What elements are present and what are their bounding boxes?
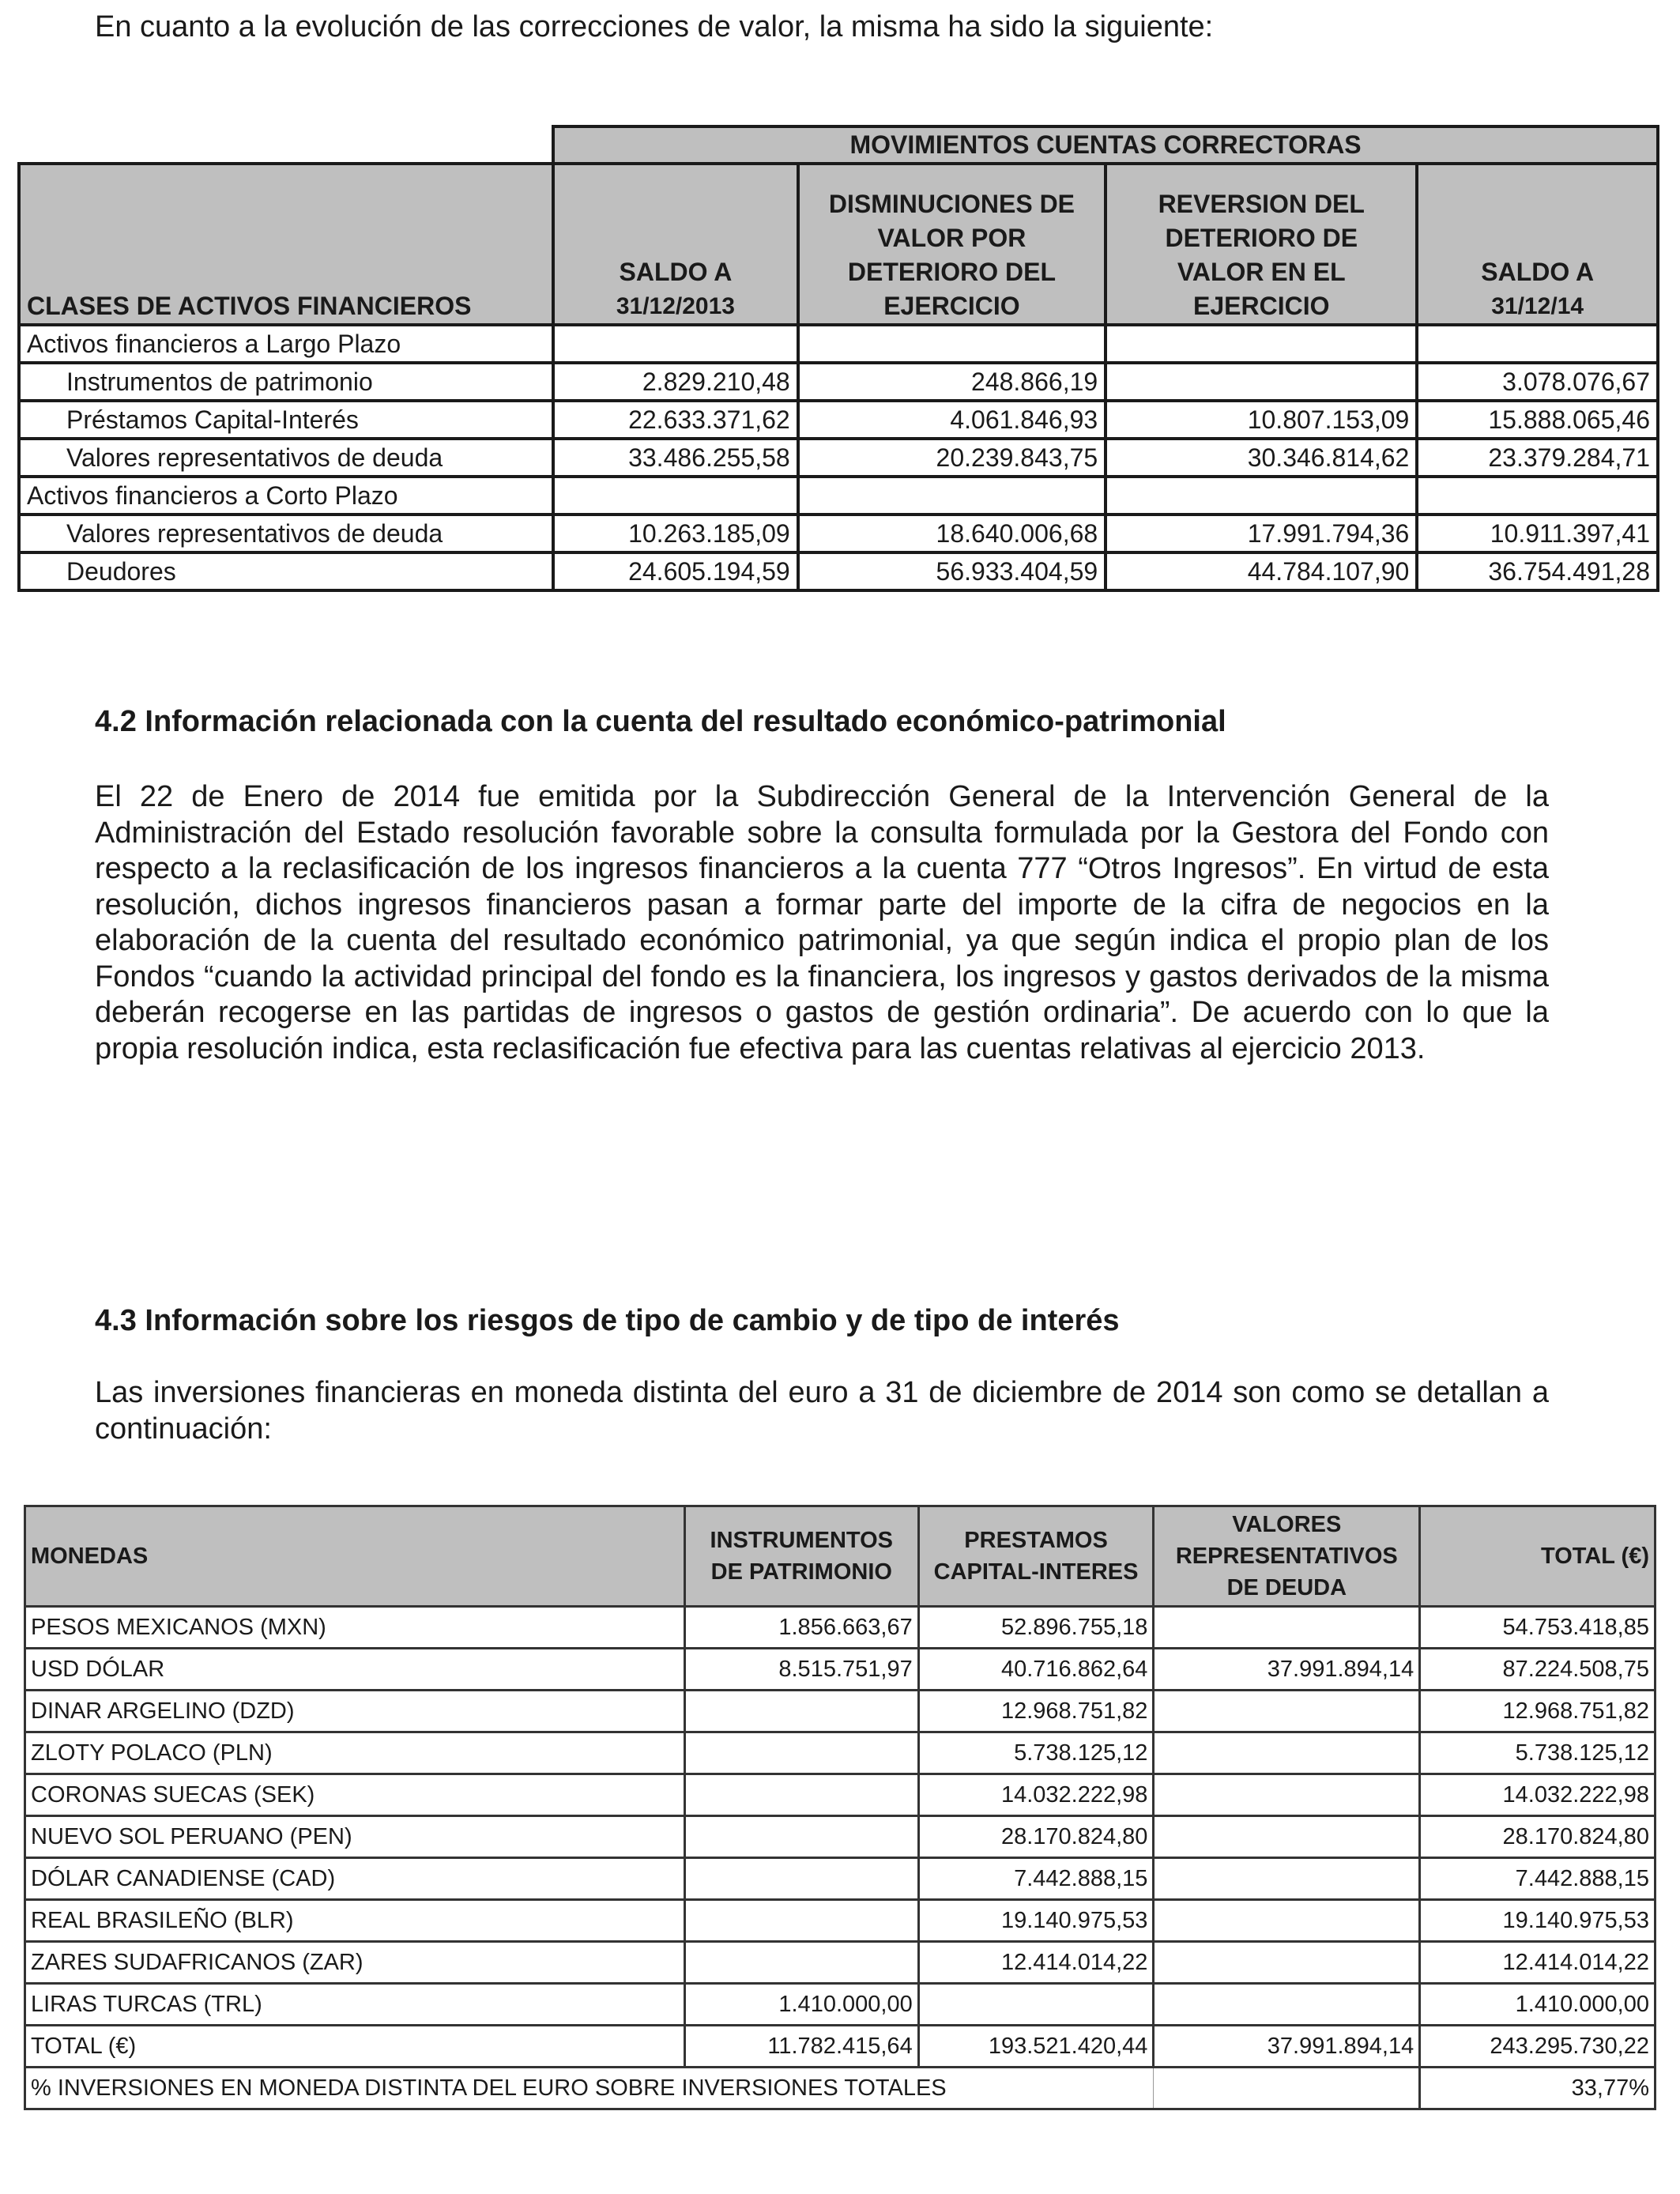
col-header-saldo-2014-line2: 31/12/14	[1491, 293, 1584, 319]
table-row	[25, 1607, 1656, 1649]
valores-value	[1154, 1942, 1420, 1984]
reversion-value: 17.991.794,36	[1106, 515, 1417, 552]
disminuciones-value: 20.239.843,75	[798, 439, 1106, 477]
empty-cell	[1154, 2068, 1420, 2109]
total-value: 19.140.975,53	[1420, 1900, 1656, 1942]
table-row	[25, 1816, 1656, 1858]
valores-value	[1154, 1691, 1420, 1732]
saldo-2013-value: 10.263.185,09	[553, 515, 798, 552]
section-42-title: 4.2 Información relacionada con la cuenta del resultado económico-patrimonial	[95, 705, 1226, 738]
prestamos-value: 28.170.824,80	[918, 1816, 1154, 1858]
col-header-dism-line4: EJERCICIO	[883, 292, 1020, 320]
instrumentos-value	[684, 1732, 918, 1774]
empty-cell	[1417, 325, 1658, 363]
table-row	[25, 1691, 1656, 1732]
col-header-inst-line2: DE PATRIMONIO	[710, 1559, 892, 1585]
col-header-dism-line1: DISMINUCIONES DE	[828, 190, 1075, 218]
col-header-moneda: MONEDAS	[25, 1506, 685, 1607]
prestamos-total: 193.521.420,44	[918, 2026, 1154, 2068]
disminuciones-value: 56.933.404,59	[798, 552, 1106, 590]
col-header-rev-line3: VALOR EN EL	[1177, 258, 1346, 286]
instrumentos-value	[684, 1900, 918, 1942]
currency-name: DINAR ARGELINO (DZD)	[25, 1691, 685, 1732]
instrumentos-value	[684, 1691, 918, 1732]
prestamos-value: 5.738.125,12	[918, 1732, 1154, 1774]
row-label: Instrumentos de patrimonio	[19, 363, 553, 401]
total-value: 28.170.824,80	[1420, 1816, 1656, 1858]
saldo-2013-value: 2.829.210,48	[553, 363, 798, 401]
section-label: Activos financieros a Corto Plazo	[19, 477, 553, 515]
prestamos-value: 40.716.862,64	[918, 1649, 1154, 1691]
total-value: 5.738.125,12	[1420, 1732, 1656, 1774]
prestamos-value: 12.414.014,22	[918, 1942, 1154, 1984]
prestamos-value: 12.968.751,82	[918, 1691, 1154, 1732]
col-header-rev-line2: DETERIORO DE	[1165, 224, 1358, 252]
currency-name: ZLOTY POLACO (PLN)	[25, 1732, 685, 1774]
saldo-2013-value: 33.486.255,58	[553, 439, 798, 477]
section-42-body: El 22 de Enero de 2014 fue emitida por la Subdirección General de la Intervención General de la Administración del Estado resolución favorable sobre la consulta formulada por la Gestora del Fondo con respecto a la reclasificación de los ingresos financieros a la cuenta 777 “Otros Ingresos”. En virtud de esta resolución, dichos ingresos financieros pasan a formar parte del importe de la cifra de negocios en la elaboración de la cuenta del resultado económico patrimonial, ya que según indica el propio plan de los Fondos “cuando la actividad principal del fondo es la financiera, los ingresos y gastos derivados de la misma deberán recogerse en las partidas de ingresos o gastos de gestión ordinaria”. De acuerdo con lo que la propia resolución indica, esta reclasificación fue efectiva para las cuentas relativas al ejercicio 2013.	[95, 780, 1549, 1065]
total-value: 7.442.888,15	[1420, 1858, 1656, 1900]
col-header-rev-line1: REVERSION DEL	[1158, 190, 1365, 218]
prestamos-value: 7.442.888,15	[918, 1858, 1154, 1900]
table-row	[25, 1942, 1656, 1984]
valores-value	[1154, 1774, 1420, 1816]
table-row	[25, 1732, 1656, 1774]
col-header-val-line1: VALORES	[1232, 1512, 1342, 1537]
col-header-dism-line3: DETERIORO DEL	[847, 258, 1056, 286]
disminuciones-value: 4.061.846,93	[798, 401, 1106, 439]
col-header-saldo-2014-line1: SALDO A	[1481, 258, 1595, 286]
section-label: Activos financieros a Largo Plazo	[19, 325, 553, 363]
total-value: 1.410.000,00	[1420, 1984, 1656, 2026]
total-row	[25, 2026, 1656, 2068]
col-header-disminuciones	[798, 164, 1106, 325]
prestamos-value: 52.896.755,18	[918, 1607, 1154, 1649]
saldo-2014-value: 15.888.065,46	[1417, 401, 1658, 439]
row-label: Deudores	[19, 552, 553, 590]
currency-name: REAL BRASILEÑO (BLR)	[25, 1900, 685, 1942]
col-header-valores	[1154, 1506, 1420, 1607]
saldo-2013-value: 24.605.194,59	[553, 552, 798, 590]
group-header-row	[19, 126, 1658, 164]
group-header: MOVIMIENTOS CUENTAS CORRECTORAS	[553, 126, 1658, 164]
col-header-class: CLASES DE ACTIVOS FINANCIEROS	[19, 164, 553, 325]
total-value: 12.414.014,22	[1420, 1942, 1656, 1984]
total-value: 87.224.508,75	[1420, 1649, 1656, 1691]
saldo-2014-value: 10.911.397,41	[1417, 515, 1658, 552]
percentage-row	[25, 2068, 1656, 2109]
currency-name: CORONAS SUECAS (SEK)	[25, 1774, 685, 1816]
table-row	[25, 1858, 1656, 1900]
saldo-2014-value: 36.754.491,28	[1417, 552, 1658, 590]
currency-name: LIRAS TURCAS (TRL)	[25, 1984, 685, 2026]
instrumentos-value: 1.856.663,67	[684, 1607, 918, 1649]
col-header-val-line3: DE DEUDA	[1226, 1575, 1347, 1600]
col-header-prestamos	[918, 1506, 1154, 1607]
percentage-value: 33,77%	[1420, 2068, 1656, 2109]
table-row	[25, 1900, 1656, 1942]
total-value: 12.968.751,82	[1420, 1691, 1656, 1732]
instrumentos-value	[684, 1816, 918, 1858]
reversion-value: 44.784.107,90	[1106, 552, 1417, 590]
total-label: TOTAL (€)	[25, 2026, 685, 2068]
table-row	[19, 515, 1658, 552]
intro-text: En cuanto a la evolución de las correcciones de valor, la misma ha sido la siguiente:	[95, 10, 1214, 43]
table-row	[19, 401, 1658, 439]
col-header-rev-line4: EJERCICIO	[1193, 292, 1330, 320]
grand-total: 243.295.730,22	[1420, 2026, 1656, 2068]
section-43-body: Las inversiones financieras en moneda distinta del euro a 31 de diciembre de 2014 son como se detallan a continuación:	[95, 1376, 1549, 1446]
total-value: 54.753.418,85	[1420, 1607, 1656, 1649]
table-row	[25, 1649, 1656, 1691]
table-row	[25, 1984, 1656, 2026]
table-row	[19, 552, 1658, 590]
empty-cell	[798, 477, 1106, 515]
col-header-total: TOTAL (€)	[1420, 1506, 1656, 1607]
empty-cell	[1106, 325, 1417, 363]
instrumentos-value	[684, 1774, 918, 1816]
section-row-largo-plazo	[19, 325, 1658, 363]
disminuciones-value: 18.640.006,68	[798, 515, 1106, 552]
table-row	[19, 363, 1658, 401]
currency-name: ZARES SUDAFRICANOS (ZAR)	[25, 1942, 685, 1984]
instrumentos-value	[684, 1942, 918, 1984]
valores-value	[1154, 1984, 1420, 2026]
prestamos-value: 19.140.975,53	[918, 1900, 1154, 1942]
currency-table	[24, 1505, 1656, 2110]
empty-cell	[798, 325, 1106, 363]
section-row-corto-plazo	[19, 477, 1658, 515]
currency-name: PESOS MEXICANOS (MXN)	[25, 1607, 685, 1649]
row-label: Valores representativos de deuda	[19, 515, 553, 552]
row-label: Valores representativos de deuda	[19, 439, 553, 477]
reversion-value	[1106, 363, 1417, 401]
col-header-val-line2: REPRESENTATIVOS	[1175, 1544, 1398, 1569]
reversion-value: 30.346.814,62	[1106, 439, 1417, 477]
col-header-dism-line2: VALOR POR	[877, 224, 1026, 252]
col-header-inst-line1: INSTRUMENTOS	[710, 1528, 894, 1553]
col-header-prest-line1: PRESTAMOS	[964, 1528, 1108, 1553]
section-43-title: 4.3 Información sobre los riesgos de tipo de cambio y de tipo de interés	[95, 1304, 1120, 1337]
total-value: 14.032.222,98	[1420, 1774, 1656, 1816]
valores-value	[1154, 1900, 1420, 1942]
corrections-table	[17, 125, 1659, 592]
valores-value: 37.991.894,14	[1154, 1649, 1420, 1691]
prestamos-value	[918, 1984, 1154, 2026]
col-header-saldo-2013-line2: 31/12/2013	[616, 293, 735, 319]
percentage-label: % INVERSIONES EN MONEDA DISTINTA DEL EURO SOBRE INVERSIONES TOTALES	[25, 2068, 1154, 2109]
saldo-2013-value: 22.633.371,62	[553, 401, 798, 439]
valores-total: 37.991.894,14	[1154, 2026, 1420, 2068]
instrumentos-value: 1.410.000,00	[684, 1984, 918, 2026]
table-row	[25, 1774, 1656, 1816]
table-row	[19, 439, 1658, 477]
row-label: Préstamos Capital-Interés	[19, 401, 553, 439]
col-header-instrumentos	[684, 1506, 918, 1607]
empty-cell	[1417, 477, 1658, 515]
disminuciones-value: 248.866,19	[798, 363, 1106, 401]
saldo-2014-value: 23.379.284,71	[1417, 439, 1658, 477]
instrumentos-value	[684, 1858, 918, 1900]
col-header-saldo-2013-line1: SALDO A	[619, 258, 733, 286]
col-header-saldo-2013	[553, 164, 798, 325]
valores-value	[1154, 1607, 1420, 1649]
valores-value	[1154, 1732, 1420, 1774]
currency-name: DÓLAR CANADIENSE (CAD)	[25, 1858, 685, 1900]
column-header-row	[25, 1506, 1656, 1607]
valores-value	[1154, 1816, 1420, 1858]
column-header-row	[19, 164, 1658, 325]
prestamos-value: 14.032.222,98	[918, 1774, 1154, 1816]
blank-corner	[19, 126, 553, 164]
reversion-value: 10.807.153,09	[1106, 401, 1417, 439]
instrumentos-total: 11.782.415,64	[684, 2026, 918, 2068]
currency-name: USD DÓLAR	[25, 1649, 685, 1691]
empty-cell	[1106, 477, 1417, 515]
empty-cell	[553, 325, 798, 363]
col-header-saldo-2014	[1417, 164, 1658, 325]
valores-value	[1154, 1858, 1420, 1900]
saldo-2014-value: 3.078.076,67	[1417, 363, 1658, 401]
empty-cell	[553, 477, 798, 515]
currency-name: NUEVO SOL PERUANO (PEN)	[25, 1816, 685, 1858]
instrumentos-value: 8.515.751,97	[684, 1649, 918, 1691]
col-header-prest-line2: CAPITAL-INTERES	[933, 1559, 1139, 1585]
col-header-reversion	[1106, 164, 1417, 325]
